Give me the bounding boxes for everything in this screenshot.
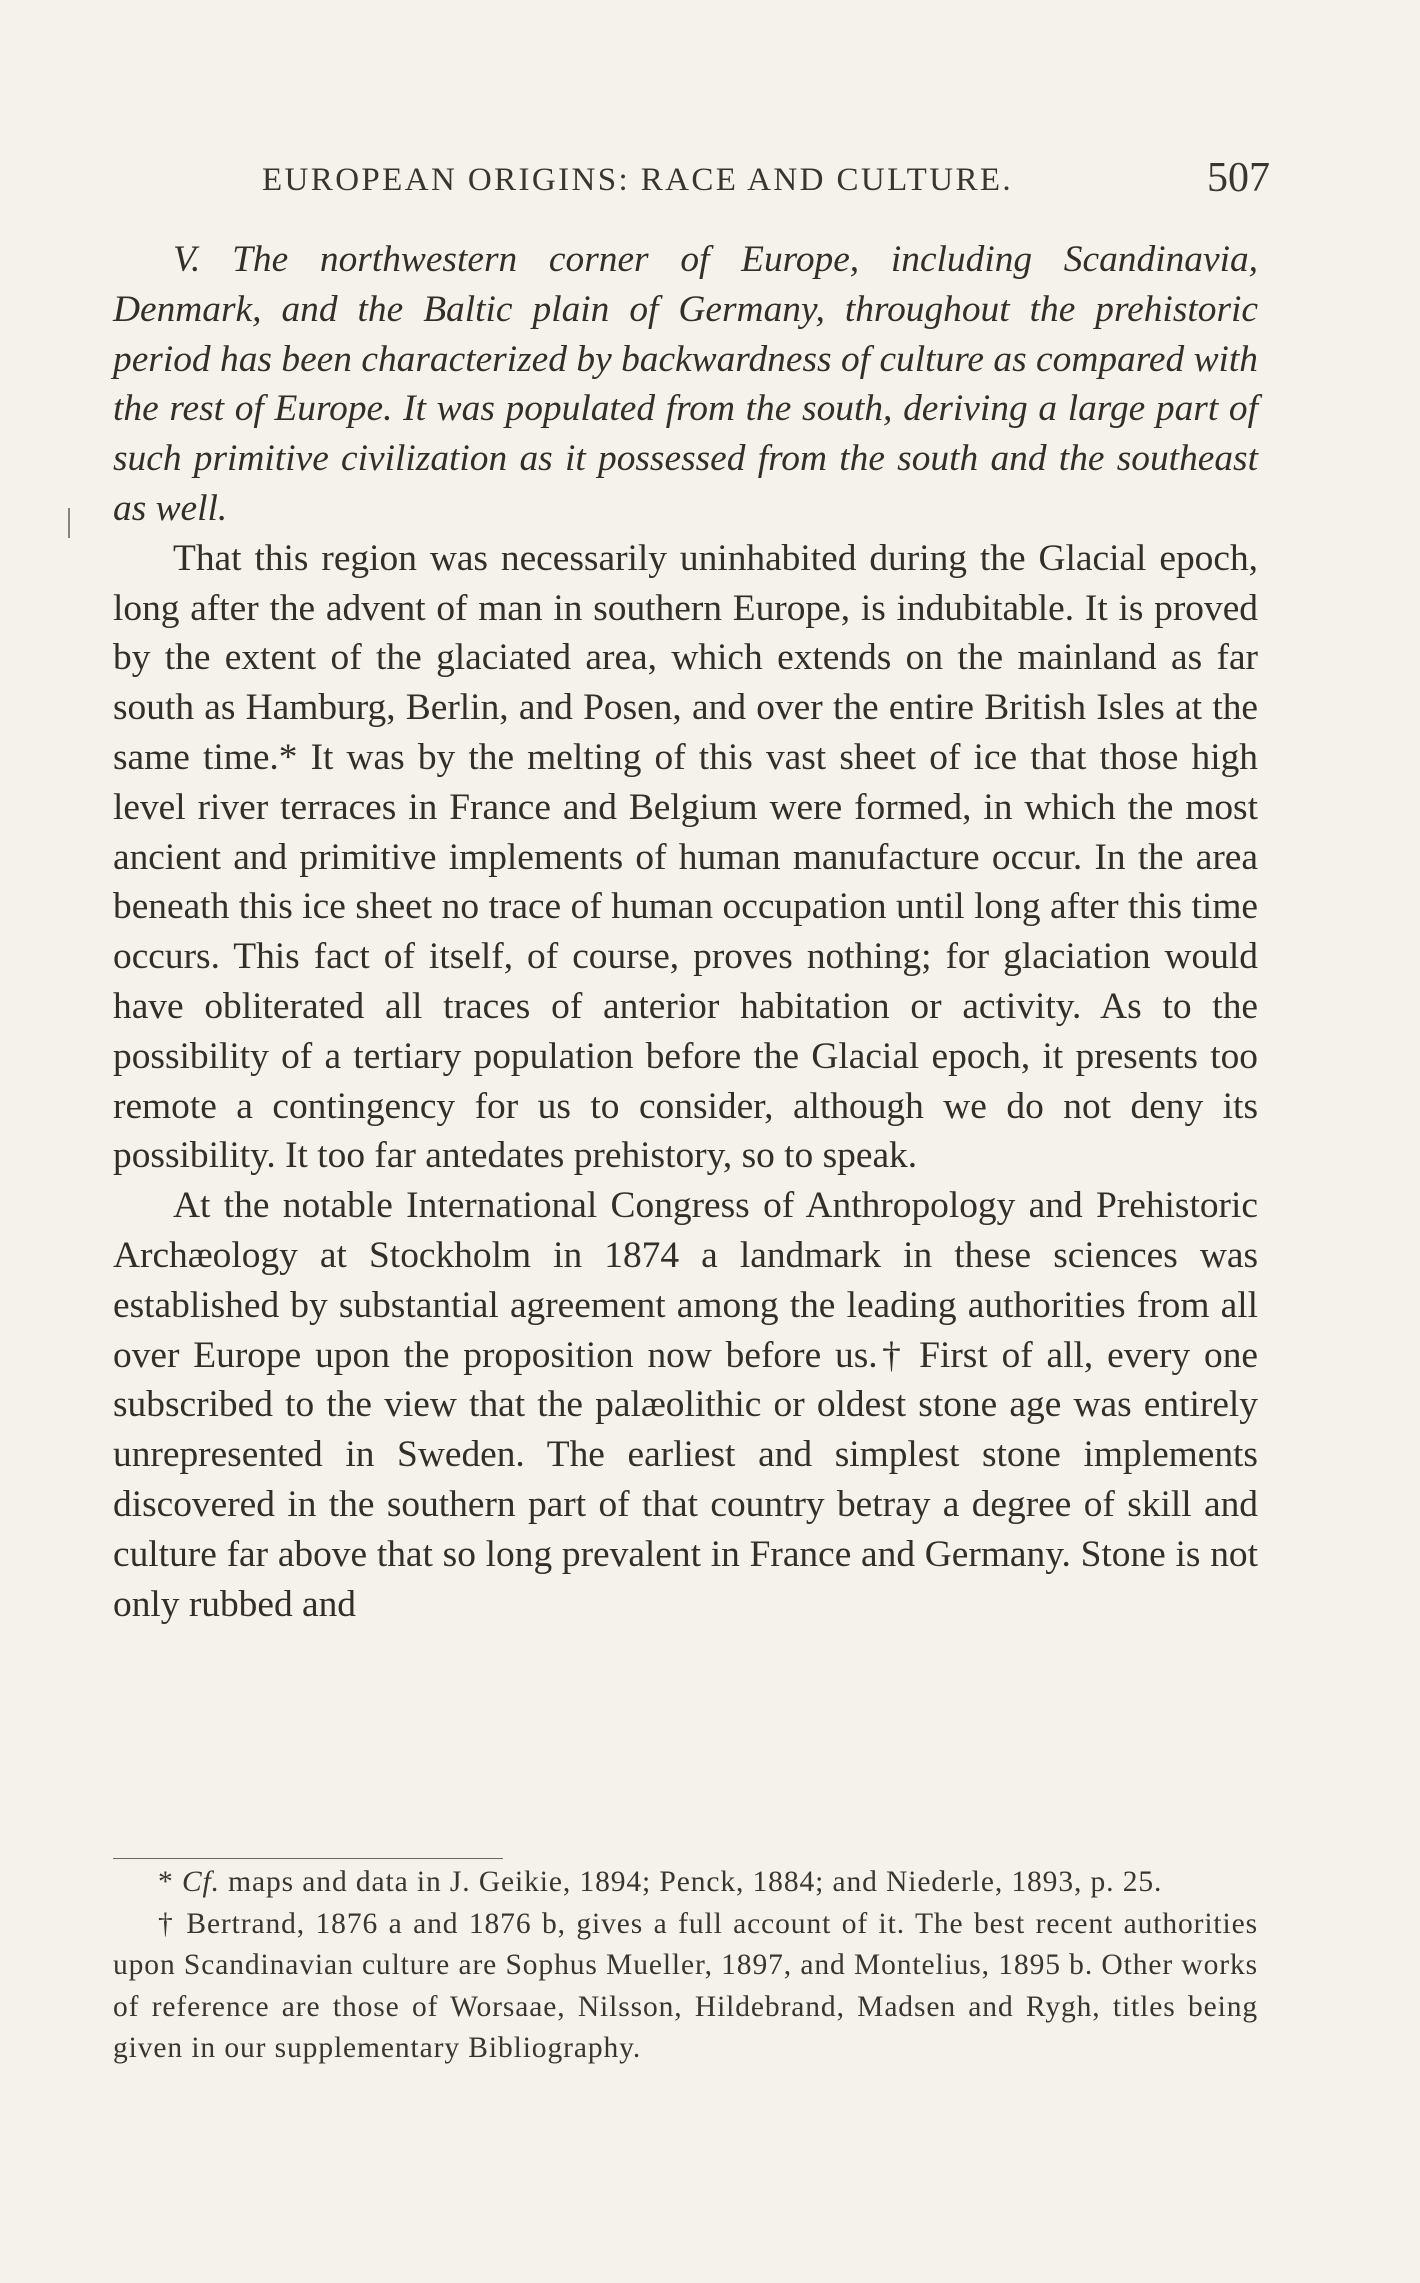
- footnote-1: [113, 1862, 1258, 1904]
- paragraph-glacial-epoch: That this region was necessarily uninhabited during the Glacial epoch, long after the advent of man in southern Europe, is indubitable. It is proved by the extent of the glaciated area, which extends on the mainland as far south as Hamburg, Berlin, and Posen, and over the entire British Isles at the same time.* It was by the melting of this vast sheet of ice that those high level river terraces in France and Belgium were formed, in which the most ancient and primitive implements of human manufacture occur. In the area beneath this ice sheet no trace of human occupation until long after this time occurs. This fact of itself, of course, proves nothing; for glaciation would have obliterated all traces of anterior habitation or activity. As to the possibility of a tertiary population before the Glacial epoch, it presents too remote a contingency for us to consider, although we do not deny its possibility. It too far antedates prehistory, so to speak.: [113, 537, 1258, 1177]
- margin-pencil-mark: [68, 508, 70, 538]
- footnote-1-text: maps and data in J. Geikie, 1894; Penck, 1884; and Niederle, 1893, p. 25.: [219, 1866, 1163, 1898]
- footnote-2: [113, 1904, 1258, 2070]
- body-text: [113, 235, 1258, 1629]
- footnote-2-mark: †: [158, 1907, 176, 1940]
- footnote-1-mark: *: [158, 1866, 174, 1898]
- running-head: EUROPEAN ORIGINS: RACE AND CULTURE.: [262, 162, 1014, 198]
- page-header: [110, 150, 1270, 210]
- footnote-2-text: Bertrand, 1876 a and 1876 b, gives a full account of it. The best recent authorities upon Scandinavian culture are Sophus Mueller, 1897, and Montelius, 1895 b. Other works of reference are those of Worsaae, Nilsson, Hildebrand, Madsen and Rygh, titles being given in our supplementary Bibliography.: [113, 1907, 1259, 2064]
- footnote-rule: [113, 1858, 503, 1859]
- page-number: 507: [1207, 155, 1270, 201]
- paragraph-thesis-v: V. The northwestern corner of Europe, including Scandinavia, Denmark, and the Baltic plain of Germany, throughout the prehistoric period has been characterized by backwardness of culture as compared with the rest of Europe. It was populated from the south, deriving a large part of such primitive civilization as it possessed from the south and the southeast as well.: [113, 239, 1258, 529]
- footnote-1-cf: Cf.: [181, 1866, 220, 1898]
- footnotes: [113, 1862, 1258, 2070]
- paragraph-stockholm-congress: At the notable International Congress of Anthropology and Prehistoric Archæology at Stockholm in 1874 a landmark in these sciences was established by substantial agreement among the leading authorities from all over Europe upon the proposition now before us.† First of all, every one subscribed to the view that the palæolithic or oldest stone age was entirely unrepresented in Sweden. The earliest and simplest stone implements discovered in the southern part of that country betray a degree of skill and culture far above that so long prevalent in France and Germany. Stone is not only rubbed and: [113, 1185, 1258, 1625]
